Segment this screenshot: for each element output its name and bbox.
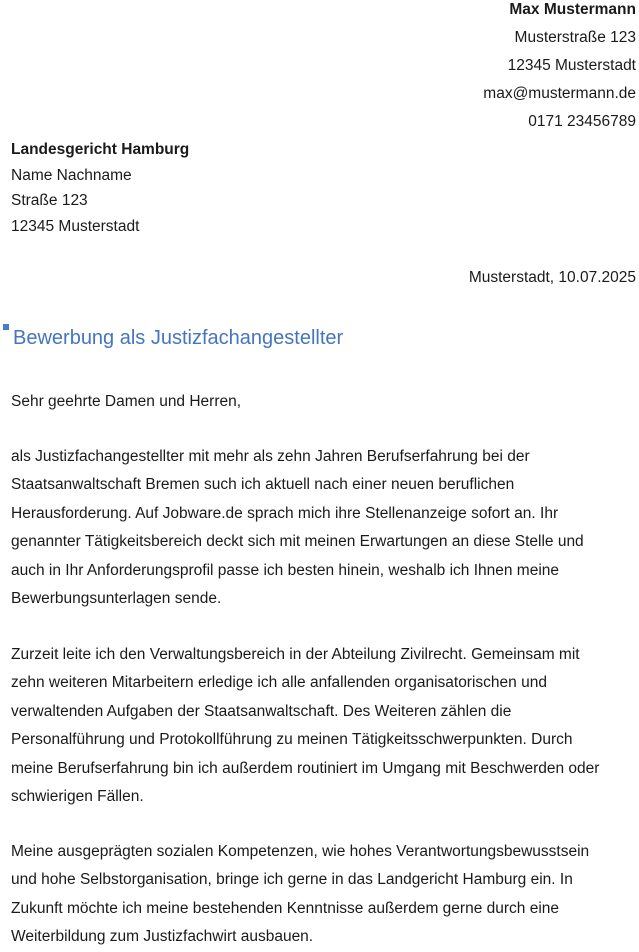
date-line: Musterstadt, 10.07.2025 xyxy=(468,269,636,286)
paragraph-line: Staatsanwaltschaft Bremen such ich aktuell nach einer neuen beruflichen xyxy=(11,476,515,494)
paragraph-line: und hohe Selbstorganisation, bringe ich gerne in das Landgericht Hamburg ein. In xyxy=(11,871,573,889)
heading-marker xyxy=(3,324,9,330)
recipient-organization: Landesgericht Hamburg xyxy=(11,141,190,158)
sender-email: max@mustermann.de xyxy=(483,85,636,102)
paragraph-line: auch in Ihr Anforderungsprofil passe ich besten hinein, weshalb ich Ihnen meine xyxy=(11,561,560,579)
sender-street: Musterstraße 123 xyxy=(514,29,636,46)
paragraph-line: zehn weiteren Mitarbeitern erledige ich alle anfallenden organisatorischen und xyxy=(11,674,547,692)
paragraph-1 xyxy=(11,443,637,613)
paragraph-line: Personalführung und Protokollführung zu meinen Tätigkeitsschwerpunkten. Durch xyxy=(11,731,573,749)
paragraph-line: meine Berufserfahrung bin ich außerdem routiniert im Umgang mit Beschwerden oder xyxy=(11,759,600,777)
recipient-city: 12345 Musterstadt xyxy=(11,217,140,235)
sender-phone: 0171 23456789 xyxy=(528,113,636,130)
sender-block xyxy=(483,0,636,136)
paragraph-3 xyxy=(11,838,637,952)
paragraph-line: Bewerbungsunterlagen sende. xyxy=(11,590,222,608)
subject-heading: Bewerbung als Justizfachangestellter xyxy=(13,327,344,349)
paragraph-line: genannter Tätigkeitsbereich deckt sich mit meinen Erwartungen an diese Stelle und xyxy=(11,533,584,551)
paragraph-line: Zurzeit leite ich den Verwaltungsbereich in der Abteilung Zivilrecht. Gemeinsam mit xyxy=(11,646,580,663)
paragraph-line: Meine ausgeprägten sozialen Kompetenzen, wie hohes Verantwortungsbewusstsein xyxy=(11,843,590,860)
recipient-contact: Name Nachname xyxy=(11,166,132,184)
salutation: Sehr geehrte Damen und Herren, xyxy=(11,393,242,410)
paragraph-line: als Justizfachangestellter mit mehr als zehn Jahren Berufserfahrung bei der xyxy=(11,448,530,465)
paragraph-line: verwaltenden Aufgaben der Staatsanwaltschaft. Des Weiteren zählen die xyxy=(11,702,512,720)
paragraph-line: schwierigen Fällen. xyxy=(11,788,144,806)
paragraph-2 xyxy=(11,641,637,811)
sender-name: Max Mustermann xyxy=(509,1,636,18)
paragraph-line: Herausforderung. Auf Jobware.de sprach mich ihre Stellenanzeige sofort an. Ihr xyxy=(11,504,559,522)
recipient-street: Straße 123 xyxy=(11,192,88,209)
paragraph-line: Zukunft möchte ich meine bestehenden Kenntnisse außerdem gerne durch eine xyxy=(11,899,560,917)
paragraph-line: Weiterbildung zum Justizfachwirt ausbauen. xyxy=(11,928,314,946)
sender-city: 12345 Musterstadt xyxy=(507,57,636,74)
recipient-block xyxy=(11,137,189,239)
